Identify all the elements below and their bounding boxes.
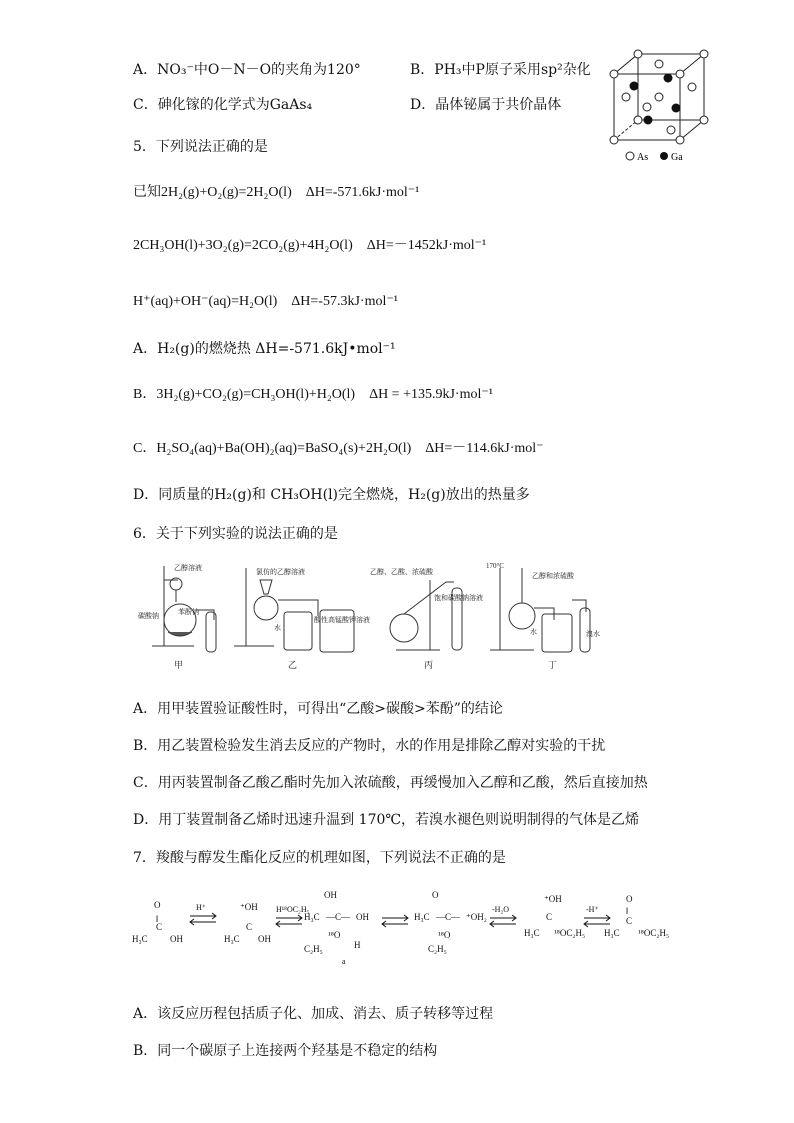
yi-reagent-top: 氯仿的乙醇溶液	[256, 568, 305, 576]
ding-water: 水	[530, 628, 537, 636]
mech-alcohol: H¹⁸OC₂H₅	[276, 905, 310, 914]
svg-text:⁺OH: ⁺OH	[240, 902, 258, 912]
svg-text:‖: ‖	[626, 906, 629, 916]
svg-text:⁺OH: ⁺OH	[544, 894, 562, 904]
q5-given-3: H⁺(aq)+OH⁻(aq)=H₂O(l) ΔH=-57.3kJ·mol⁻¹	[133, 294, 398, 309]
q5-option-a: A．H₂(g)的燃烧热 ΔH=-571.6kJ•mol⁻¹	[133, 341, 396, 357]
svg-text:⁺OH₂: ⁺OH₂	[466, 912, 487, 922]
ding-bromine: 溴水	[586, 630, 600, 638]
svg-text:C: C	[156, 922, 163, 932]
jia-reagent-tube: 苯酚钠	[178, 608, 199, 616]
svg-text:¹⁸OC₂H₅: ¹⁸OC₂H₅	[554, 928, 586, 938]
q6-option-d: D．用丁装置制备乙烯时迅速升温到 170℃，若溴水褪色则说明制得的气体是乙烯	[133, 812, 640, 828]
jia-reagent-top: 乙醇溶液	[174, 564, 202, 572]
svg-text:O: O	[154, 900, 161, 910]
q5-option-b: B．3H₂(g)+CO₂(g)=CH₃OH(l)+H₂O(l) ΔH = +135.9kJ·mol⁻¹	[133, 387, 493, 402]
bing-reagent: 乙醇、乙酸、浓硫酸	[370, 568, 433, 576]
svg-text:H₃C: H₃C	[604, 928, 620, 938]
q7-mechanism-figure	[128, 884, 688, 970]
svg-text:C₂H₅: C₂H₅	[428, 944, 447, 954]
q4-option-a: A．NO₃⁻中O－N－O的夹角为120°	[133, 62, 361, 78]
q4-option-c: C．砷化镓的化学式为GaAs₄	[133, 97, 313, 113]
label-bing: 丙	[424, 660, 434, 670]
svg-text:OH: OH	[258, 934, 271, 944]
svg-text:‖: ‖	[156, 914, 159, 924]
ding-temp: 170°C	[486, 562, 504, 570]
svg-text:H₃C: H₃C	[414, 912, 430, 922]
svg-text:OH: OH	[356, 912, 369, 922]
svg-text:H₃C: H₃C	[524, 928, 540, 938]
jia-reagent-side: 碳酸钠	[138, 612, 159, 620]
svg-text:O: O	[626, 894, 633, 904]
yi-water: 水	[274, 624, 281, 632]
q5-stem: 5．下列说法正确的是	[133, 139, 268, 155]
svg-text:¹⁸O: ¹⁸O	[438, 930, 451, 940]
gaas-unit-cell-figure	[606, 46, 714, 166]
label-jia: 甲	[174, 660, 184, 670]
yi-kmno4: 酸性高锰酸钾溶液	[314, 616, 370, 624]
mech-label-a: a	[342, 957, 346, 966]
svg-text:H₃C: H₃C	[224, 934, 240, 944]
svg-text:H₃C: H₃C	[132, 934, 148, 944]
svg-text:¹⁸OC₂H₅: ¹⁸OC₂H₅	[638, 928, 670, 938]
svg-text:H: H	[354, 940, 361, 950]
q6-apparatus-figure	[134, 560, 604, 672]
svg-text:H₃C: H₃C	[304, 912, 320, 922]
q5-option-d: D．同质量的H₂(g)和 CH₃OH(l)完全燃烧，H₂(g)放出的热量多	[133, 487, 530, 503]
q6-option-b: B．用乙装置检验发生消去反应的产物时，水的作用是排除乙醇对实验的干扰	[133, 738, 606, 754]
label-yi: 乙	[288, 660, 298, 670]
ding-reagent: 乙醇和浓硫酸	[532, 572, 574, 580]
svg-text:C₂H₅: C₂H₅	[304, 944, 323, 954]
svg-text:—C—: —C—	[436, 912, 461, 922]
svg-text:OH: OH	[324, 890, 337, 900]
q7-option-a: A．该反应历程包括质子化、加成、消去、质子转移等过程	[133, 1006, 494, 1022]
svg-text:C: C	[246, 922, 253, 932]
q4-option-b: B．PH₃中P原子采用sp²杂化	[410, 62, 591, 78]
q5-given-1: 已知2H₂(g)+O₂(g)=2H₂O(l) ΔH=-571.6kJ·mol⁻¹	[133, 185, 420, 200]
q5-given-2: 2CH₃OH(l)+3O₂(g)=2CO₂(g)+4H₂O(l) ΔH=－1452kJ·mol⁻¹	[133, 238, 487, 253]
q5-option-c: C．H₂SO₄(aq)+Ba(OH)₂(aq)=BaSO₄(s)+2H₂O(l) ΔH=－114.6kJ·mol⁻	[133, 441, 544, 456]
legend-ga-label: Ga	[671, 152, 683, 163]
q6-stem: 6．关于下列实验的说法正确的是	[133, 526, 338, 542]
q6-option-c: C．用丙装置制备乙酸乙酯时先加入浓硫酸，再缓慢加入乙醇和乙酸，然后直接加热	[133, 775, 648, 791]
q4-option-d: D．晶体铋属于共价晶体	[410, 97, 562, 113]
label-ding: 丁	[548, 660, 558, 670]
svg-text:¹⁸O: ¹⁸O	[328, 930, 341, 940]
svg-text:OH: OH	[170, 934, 183, 944]
q6-option-a: A．用甲装置验证酸性时，可得出“乙酸>碳酸>苯酚”的结论	[133, 701, 503, 717]
legend-as-label: As	[637, 152, 649, 163]
svg-text:C: C	[626, 916, 633, 926]
mech-minus-h: -H⁺	[586, 905, 599, 914]
svg-text:C: C	[546, 912, 553, 922]
mech-h-plus: H⁺	[196, 903, 206, 912]
q7-stem: 7．羧酸与醇发生酯化反应的机理如图，下列说法不正确的是	[133, 850, 506, 866]
mech-minus-water: -H₂O	[492, 905, 510, 914]
svg-text:O: O	[432, 890, 439, 900]
q7-option-b: B．同一个碳原子上连接两个羟基是不稳定的结构	[133, 1043, 438, 1059]
bing-tube: 饱和碳酸钠溶液	[434, 594, 483, 602]
svg-text:—C—: —C—	[326, 912, 351, 922]
